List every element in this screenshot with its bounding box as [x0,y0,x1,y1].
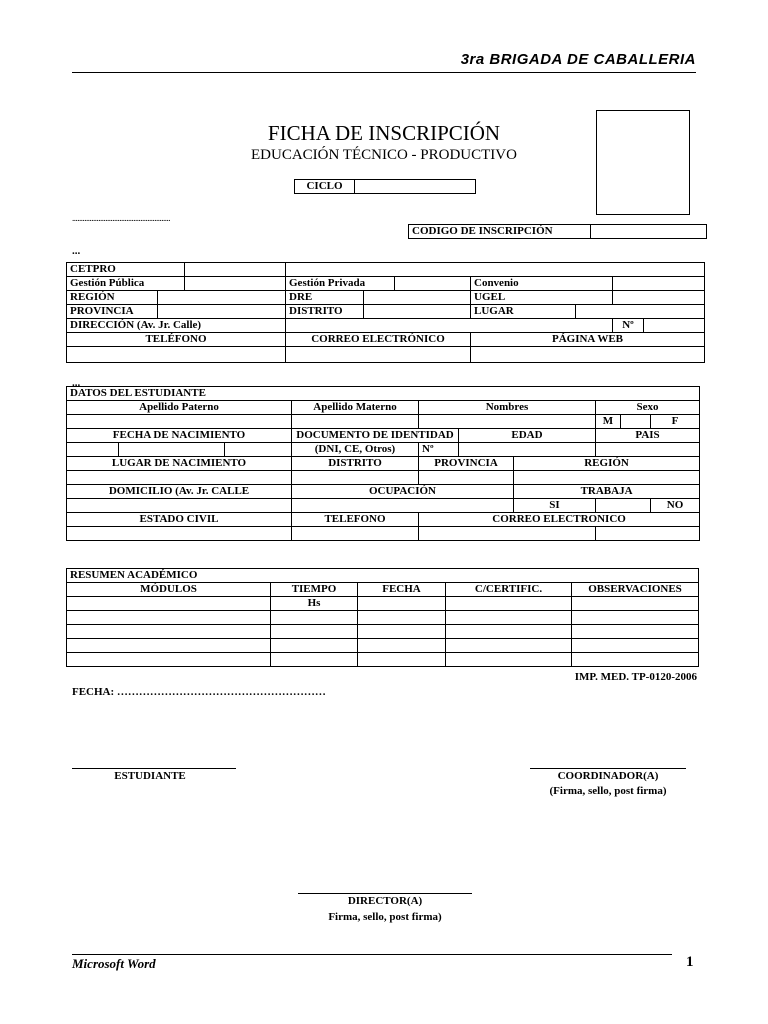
fecha-cell[interactable] [358,639,446,653]
estudiante-label: ESTUDIANTE [114,770,186,782]
trabaja-no-label: NO [651,499,700,513]
student-telefono-field[interactable] [292,527,419,541]
footer-rule [72,954,672,955]
observaciones-cell[interactable] [572,653,699,667]
lugar-nacimiento-label: LUGAR DE NACIMIENTO [67,457,292,471]
ugel-field[interactable] [613,291,705,305]
modulo-cell[interactable] [67,639,271,653]
gestion-privada-field[interactable] [395,277,471,291]
doc-numero-label: Nº [419,443,459,457]
ellipsis-2: ... [72,377,81,389]
observaciones-cell[interactable] [572,625,699,639]
imp-med-code: IMP. MED. TP-0120-2006 [574,671,697,683]
observaciones-cell[interactable] [572,597,699,611]
student-table [66,386,700,541]
sexo-f-label: F [651,415,700,429]
director-signature-line [298,893,472,894]
ugel-label: UGEL [471,291,613,305]
telefono-label: TELÉFONO [67,333,286,347]
dotted-line: ........................................................ [72,213,170,223]
coordinador-signature-line [530,768,686,769]
lugar-nacimiento-field[interactable] [67,471,292,485]
form-subtitle: EDUCACIÓN TÉCNICO - PRODUCTIVO [251,147,517,163]
student-region-field[interactable] [514,471,700,485]
observaciones-cell[interactable] [572,611,699,625]
sexo-m-field[interactable] [621,415,651,429]
nombres-field[interactable] [419,415,596,429]
apellido-paterno-label: Apellido Paterno [67,401,292,415]
student-distrito-label: DISTRITO [292,457,419,471]
estado-civil-field[interactable] [67,527,292,541]
certific-label: C/CERTIFIC. [446,583,572,597]
estado-civil-label: ESTADO CIVIL [67,513,292,527]
header-unit-title: 3ra BRIGADA DE CABALLERIA [460,51,696,68]
footer-app-name: Microsoft Word [72,956,156,971]
coordinador-label: COORDINADOR(A) [557,770,659,782]
certific-cell[interactable] [446,611,572,625]
apellido-materno-field[interactable] [292,415,419,429]
telefono-field[interactable] [67,347,286,363]
apellido-materno-label: Apellido Materno [292,401,419,415]
student-provincia-label: PROVINCIA [419,457,514,471]
student-correo-field[interactable] [419,527,596,541]
lugar-label: LUGAR [471,305,576,319]
region-label: REGIÓN [67,291,158,305]
codigo-field[interactable] [591,225,707,239]
ellipsis-1: ... [72,245,81,257]
gestion-publica-label: Gestión Pública [67,277,185,291]
student-distrito-field[interactable] [292,471,419,485]
modulo-cell[interactable] [67,597,271,611]
pagina-web-label: PÁGINA WEB [471,333,705,347]
pais-field[interactable] [596,443,700,457]
ciclo-table [294,179,476,194]
region-field[interactable] [158,291,286,305]
tiempo-label: TIEMPO [271,583,358,597]
trabaja-si-field[interactable] [596,499,651,513]
coordinador-sublabel: (Firma, sello, post firma) [549,785,667,797]
estudiante-signature-line [72,768,236,769]
cetpro-table [66,262,705,363]
convenio-field[interactable] [613,277,705,291]
distrito-field[interactable] [364,305,471,319]
edad-label: EDAD [459,429,596,443]
fecha-label: FECHA [358,583,446,597]
student-correo-label: CORREO ELECTRONICO [419,513,700,527]
correo-label: CORREO ELECTRÓNICO [286,333,471,347]
direccion-field[interactable] [286,319,613,333]
modulos-label: MÓDULOS [67,583,271,597]
student-telefono-label: TELEFONO [292,513,419,527]
certific-cell[interactable] [446,639,572,653]
academic-table [66,568,699,667]
ocupacion-field[interactable] [292,499,514,513]
codigo-table [408,224,707,239]
lugar-field[interactable] [576,305,705,319]
trabaja-label: TRABAJA [514,485,700,499]
certific-cell[interactable] [446,653,572,667]
page-number: 1 [686,954,694,970]
direccion-numero-field[interactable] [644,319,705,333]
student-section-title: DATOS DEL ESTUDIANTE [67,387,700,401]
fecha-mes-field[interactable] [119,443,225,457]
fecha-dia-field[interactable] [67,443,119,457]
fecha-cell[interactable] [358,611,446,625]
dre-field[interactable] [364,291,471,305]
sexo-label: Sexo [596,401,700,415]
modulo-cell[interactable] [67,611,271,625]
apellido-paterno-field[interactable] [67,415,292,429]
modulo-cell[interactable] [67,625,271,639]
sexo-m-label: M [596,415,621,429]
distrito-label: DISTRITO [286,305,364,319]
fecha-line[interactable]: FECHA: ………………………………………………… [72,686,326,698]
cetpro-field[interactable] [185,263,286,277]
fecha-cell[interactable] [358,653,446,667]
domicilio-field[interactable] [67,499,292,513]
dre-label: DRE [286,291,364,305]
modulo-cell[interactable] [67,653,271,667]
tiempo-cell[interactable] [271,625,358,639]
domicilio-label: DOMICILIO (Av. Jr. CALLE [67,485,292,499]
nombres-label: Nombres [419,401,596,415]
tiempo-cell[interactable] [271,639,358,653]
fecha-anio-field[interactable] [225,443,292,457]
trabaja-si-label: SI [514,499,596,513]
ocupacion-label: OCUPACIÓN [292,485,514,499]
director-label: DIRECTOR(A) [347,895,423,907]
correo-field[interactable] [286,347,471,363]
direccion-numero-label: Nº [613,319,644,333]
fecha-nacimiento-label: FECHA DE NACIMIENTO [67,429,292,443]
direccion-label: DIRECCIÓN (Av. Jr. Calle) [67,319,286,333]
convenio-label: Convenio [471,277,613,291]
tiempo-hs-label: Hs [271,597,358,611]
pagina-web-field[interactable] [471,347,705,363]
student-provincia-field[interactable] [419,471,514,485]
student-region-label: REGIÓN [514,457,700,471]
documento-label: DOCUMENTO DE IDENTIDAD [292,429,459,443]
tiempo-cell[interactable] [271,611,358,625]
cetpro-name-field[interactable] [286,263,705,277]
edad-field[interactable] [459,443,596,457]
ciclo-field[interactable] [355,180,476,194]
form-title: FICHA DE INSCRIPCIÓN [267,121,501,145]
student-correo-field-2[interactable] [596,527,700,541]
gestion-publica-field[interactable] [185,277,286,291]
certific-cell[interactable] [446,625,572,639]
fecha-cell[interactable] [358,625,446,639]
observaciones-label: OBSERVACIONES [572,583,699,597]
director-sublabel: Firma, sello, post firma) [328,911,442,923]
gestion-privada-label: Gestión Privada [286,277,395,291]
tiempo-cell[interactable] [271,653,358,667]
fecha-cell[interactable] [358,597,446,611]
doc-types-label: (DNI, CE, Otros) [292,443,419,457]
cetpro-label: CETPRO [67,263,185,277]
codigo-label: CODIGO DE INSCRIPCIÓN [409,225,591,239]
ciclo-label: CICLO [295,180,355,194]
provincia-field[interactable] [158,305,286,319]
provincia-label: PROVINCIA [67,305,158,319]
certific-cell[interactable] [446,597,572,611]
pais-label: PAIS [596,429,700,443]
header-rule [72,72,696,73]
academic-section-title: RESUMEN ACADÉMICO [67,569,699,583]
observaciones-cell[interactable] [572,639,699,653]
photo-box [596,110,690,215]
